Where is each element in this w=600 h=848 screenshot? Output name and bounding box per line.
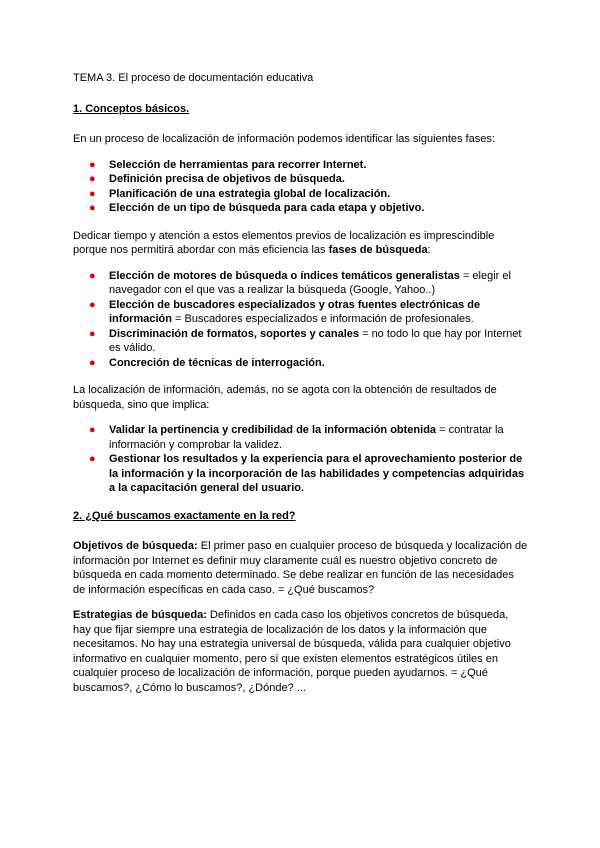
section1-paragraph-3: La localización de información, además, no se agota con la obtención de resultados de búsqueda, sino que implica: xyxy=(73,384,497,411)
objectives-paragraph: Objetivos de búsqueda: El primer paso en cualquier proceso de búsqueda y localización de información por Internet es definir muy claramente cuál es nuestro objetivo concreto de búsqueda en cada momento determinado. Se debe realizar en función de las necesidades de información específicas en cada caso. = ¿Qué buscamos? xyxy=(73,540,528,596)
bullet-icon: ● xyxy=(89,173,96,185)
bullet-icon: ● xyxy=(89,187,96,200)
bullet-icon: ● xyxy=(89,356,96,369)
section1-intro: En un proceso de localización de información podemos identificar las siguientes fases: xyxy=(73,133,495,145)
section1-paragraph-2: Dedicar tiempo y atención a estos elementos previos de localización es imprescindible porque nos permitirá abordar con más eficiencia las fases de búsqueda: xyxy=(73,229,495,256)
list-item: ● Elección de motores de búsqueda o índices temáticos generalistas = elegir el navegador con el que vas a realizar la búsqueda (Google, Yahoo..) xyxy=(89,269,511,296)
list-item: ● Planificación de una estrategia global de localización. xyxy=(89,187,391,200)
document-page xyxy=(73,71,528,706)
bullet-icon: ● xyxy=(89,202,96,214)
list-item: ● Elección de buscadores especializados y otras fuentes electrónicas de información = Buscadores especializados e información de profesionales. xyxy=(89,298,481,325)
strategies-paragraph: Estrategias de búsqueda: Definidos en cada caso los objetivos concretos de búsqueda, hay que fijar siempre una estrategia de localización de los datos y la información que necesitamos. No hay una estrategia universal de búsqueda, válida para cualquier objetivo informativo en cualquier momento, pero sí que existen elementos estratégicos útiles en cualquier proceso de localización de información, porque pueden ayudarnos. = ¿Qué buscamos?, ¿Cómo lo buscamos?, ¿Dónde? ... xyxy=(73,609,511,694)
search-phases-list xyxy=(73,269,528,371)
list-item: ● Elección de un tipo de búsqueda para cada etapa y objetivo. xyxy=(89,202,425,214)
bullet-icon: ● xyxy=(89,158,96,171)
list-item: ● Validar la pertinencia y credibilidad de la información obtenida = contratar la información y comprobar la validez. xyxy=(89,424,504,451)
section1-heading: 1. Conceptos básicos. xyxy=(73,102,190,115)
list-item: ● Gestionar los resultados y la experiencia para el aprovechamiento posterior de la información y la incorporación de las habilidades y competencias adquiridas a la capacitación general del usuario. xyxy=(89,453,525,494)
phases-list xyxy=(73,158,528,216)
section2-heading: 2. ¿Qué buscamos exactamente en la red? xyxy=(73,509,296,522)
list-item: ● Discriminación de formatos, soportes y canales = no todo lo que hay por Internet es válido. xyxy=(89,327,522,354)
implies-list xyxy=(73,423,528,496)
document-title: TEMA 3. El proceso de documentación educativa xyxy=(73,72,314,84)
bullet-icon: ● xyxy=(89,298,96,311)
bullet-icon: ● xyxy=(89,327,96,340)
bullet-icon: ● xyxy=(89,453,96,465)
list-item: ● Concreción de técnicas de interrogación. xyxy=(89,356,325,369)
bullet-icon: ● xyxy=(89,269,96,282)
list-item: ● Definición precisa de objetivos de búsqueda. xyxy=(89,173,345,185)
bullet-icon: ● xyxy=(89,424,96,436)
list-item: ● Selección de herramientas para recorrer Internet. xyxy=(89,158,367,171)
